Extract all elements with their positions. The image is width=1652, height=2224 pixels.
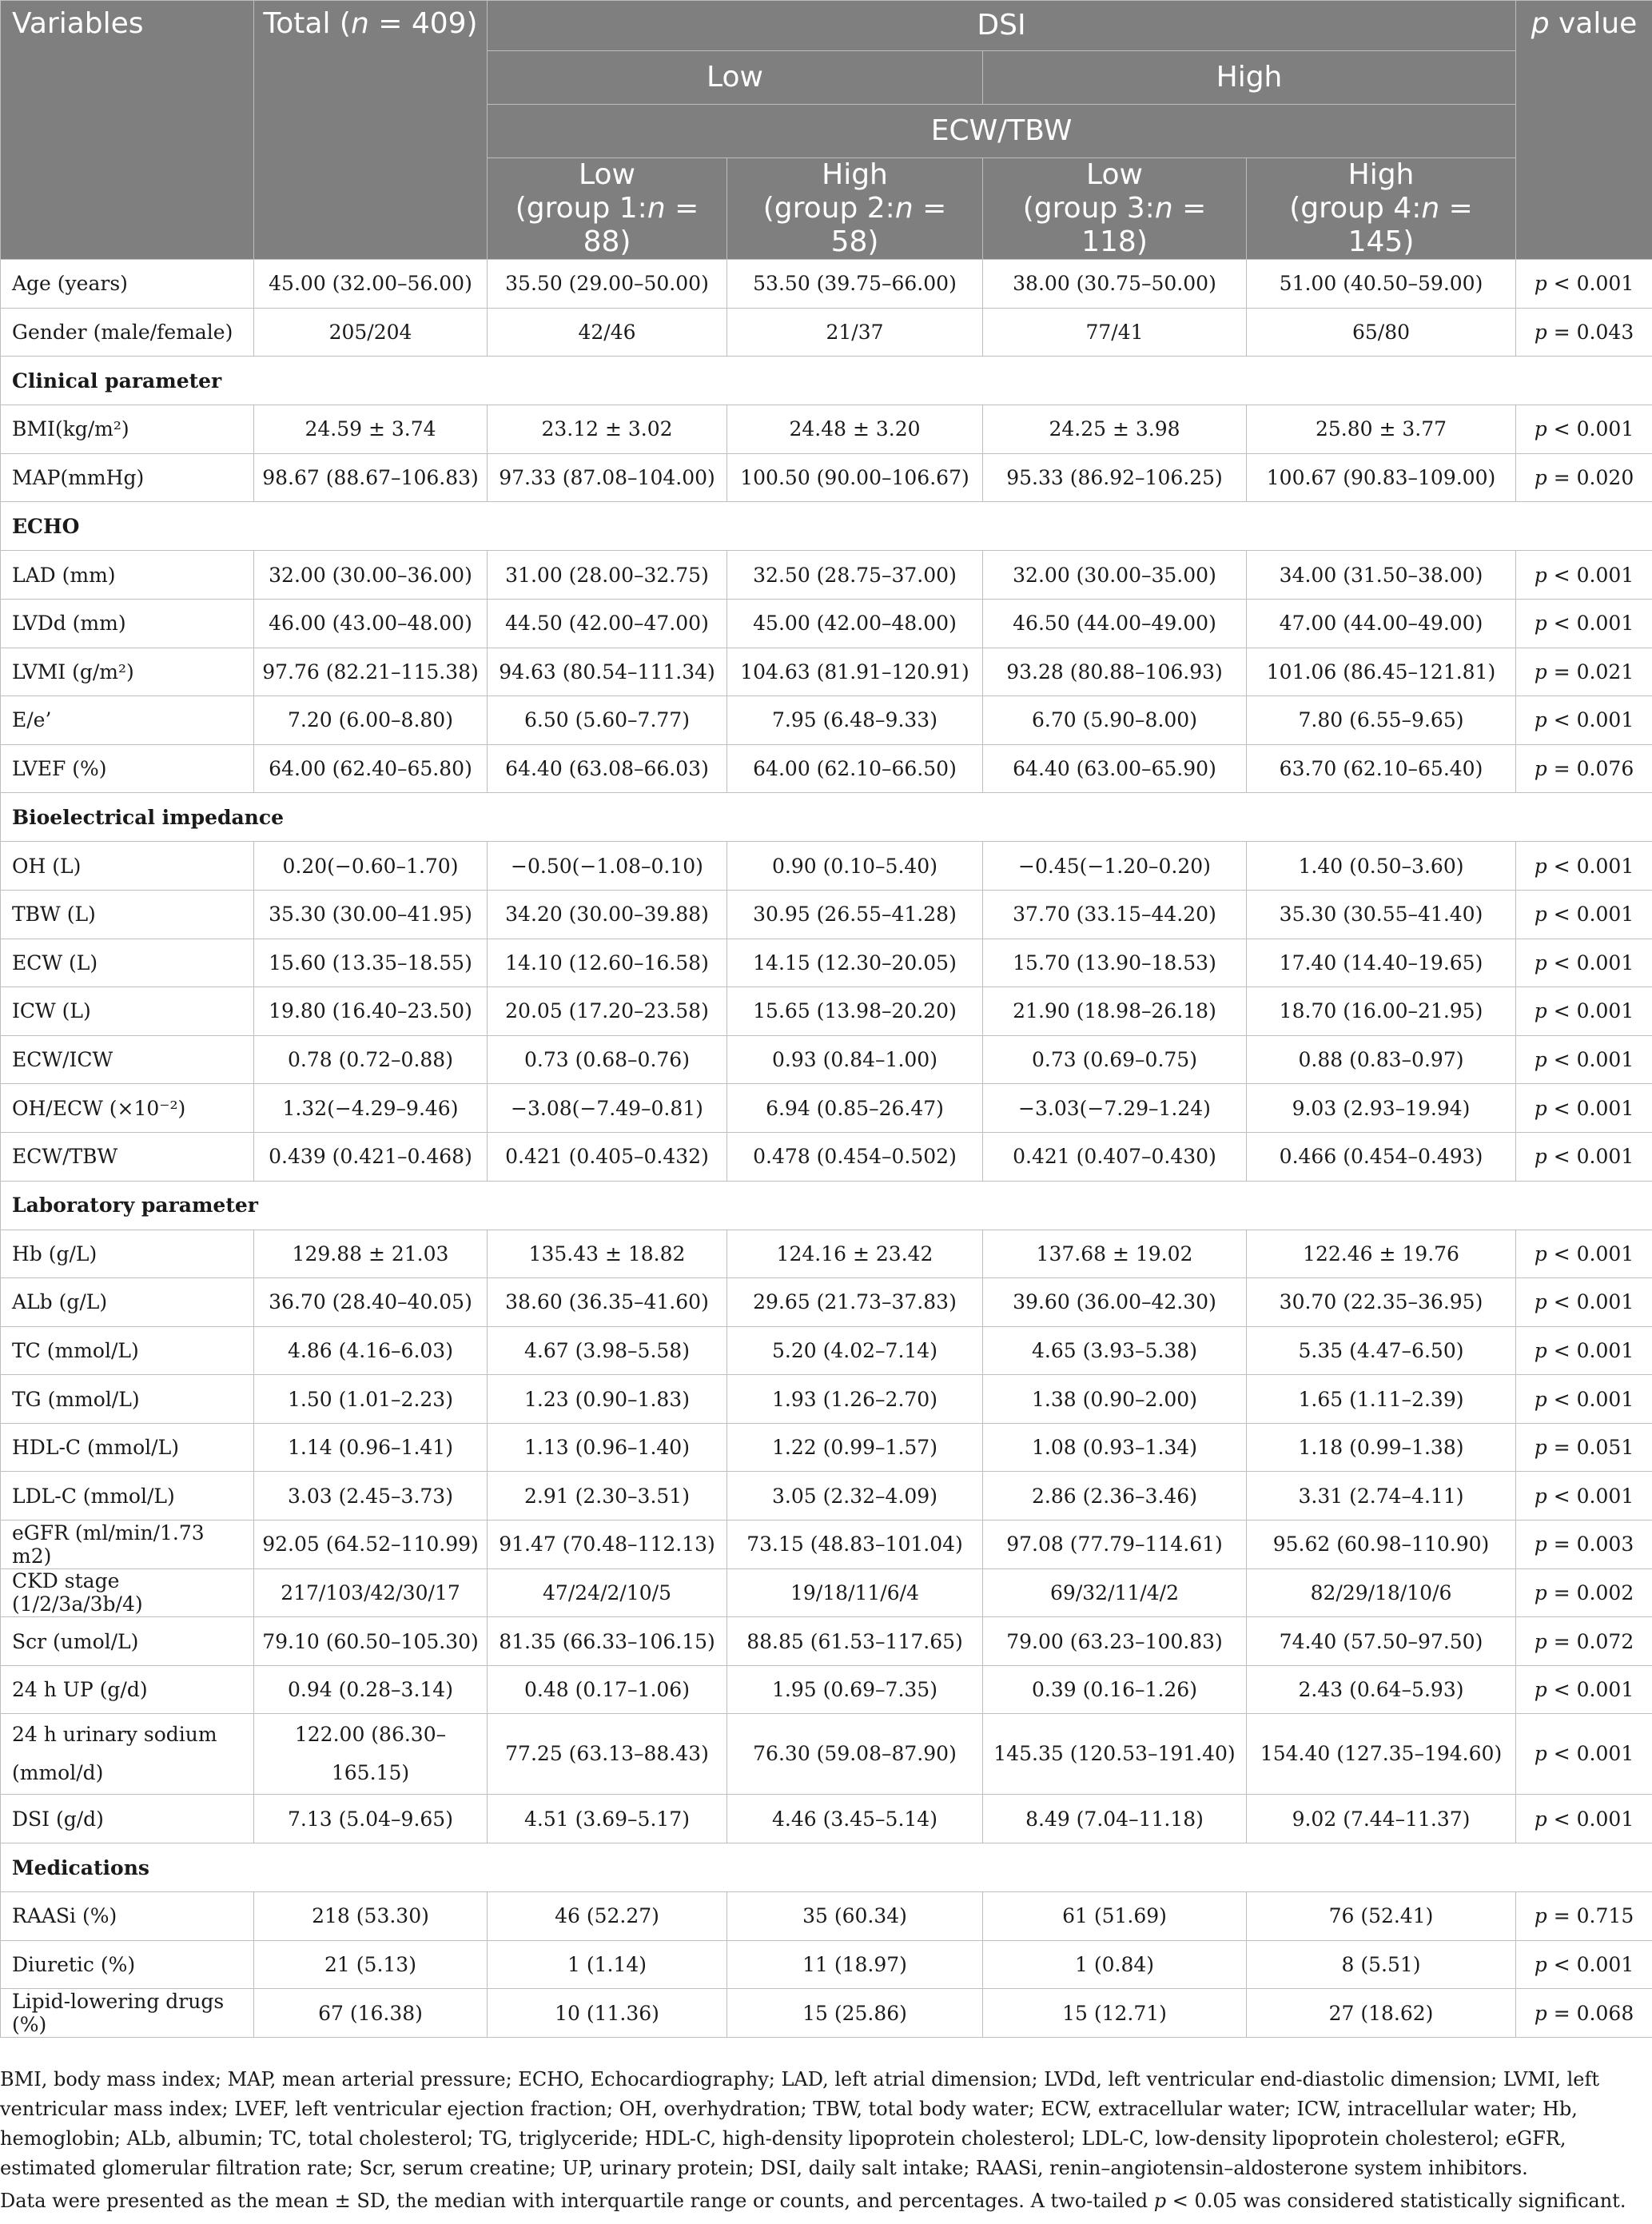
- table-cell: 88.85 (61.53–117.65): [727, 1617, 983, 1666]
- table-cell: 0.478 (0.454–0.502): [727, 1132, 983, 1181]
- row-label: eGFR (ml/min/1.73 m2): [1, 1521, 254, 1569]
- table-cell: 101.06 (86.45–121.81): [1247, 648, 1516, 696]
- table-cell: −3.08(−7.49–0.81): [488, 1084, 727, 1133]
- p-value-cell: p = 0.076: [1516, 744, 1652, 793]
- table-cell: 8 (5.51): [1247, 1940, 1516, 1989]
- section-header-row: [1, 1843, 1652, 1892]
- table-cell: 77.25 (63.13–88.43): [488, 1714, 727, 1795]
- p-value-cell: p < 0.001: [1516, 890, 1652, 939]
- table-header: [1, 1, 1652, 260]
- table-cell: 29.65 (21.73–37.83): [727, 1278, 983, 1327]
- table-cell: 14.10 (12.60–16.58): [488, 939, 727, 987]
- row-label: RAASi (%): [1, 1892, 254, 1941]
- row-label: TG (mmol/L): [1, 1375, 254, 1424]
- table-cell: 18.70 (16.00–21.95): [1247, 987, 1516, 1036]
- table-cell: 6.50 (5.60–7.77): [488, 696, 727, 745]
- table-row: [1, 1795, 1652, 1843]
- table-cell: 4.65 (3.93–5.38): [983, 1326, 1247, 1375]
- table-cell: 218 (53.30): [254, 1892, 488, 1941]
- table-row: [1, 1521, 1652, 1569]
- table-cell: 2.43 (0.64–5.93): [1247, 1665, 1516, 1714]
- row-label: Gender (male/female): [1, 308, 254, 357]
- row-label: ECW/TBW: [1, 1132, 254, 1181]
- table-cell: −0.45(−1.20–0.20): [983, 842, 1247, 891]
- table-cell: 15.70 (13.90–18.53): [983, 939, 1247, 987]
- table-cell: 23.12 ± 3.02: [488, 405, 727, 454]
- table-cell: 31.00 (28.00–32.75): [488, 551, 727, 600]
- p-value-cell: p < 0.001: [1516, 1132, 1652, 1181]
- table-cell: 42/46: [488, 308, 727, 357]
- table-cell: 0.48 (0.17–1.06): [488, 1665, 727, 1714]
- table-row: [1, 1132, 1652, 1181]
- table-cell: 79.00 (63.23–100.83): [983, 1617, 1247, 1666]
- table-cell: 19.80 (16.40–23.50): [254, 987, 488, 1036]
- table-cell: 0.88 (0.83–0.97): [1247, 1035, 1516, 1084]
- p-value-cell: p = 0.020: [1516, 453, 1652, 502]
- p-value-cell: p < 0.001: [1516, 1795, 1652, 1843]
- table-row: [1, 1423, 1652, 1472]
- table-cell: 32.00 (30.00–35.00): [983, 551, 1247, 600]
- p-value-cell: p < 0.001: [1516, 1375, 1652, 1424]
- row-label: ALb (g/L): [1, 1278, 254, 1327]
- table-cell: 14.15 (12.30–20.05): [727, 939, 983, 987]
- table-row: [1, 1472, 1652, 1521]
- table-cell: 46 (52.27): [488, 1892, 727, 1941]
- row-label: 24 h urinary sodium (mmol/d): [1, 1714, 254, 1795]
- table-row: [1, 890, 1652, 939]
- p-value-cell: p = 0.715: [1516, 1892, 1652, 1941]
- table-cell: 47.00 (44.00–49.00): [1247, 599, 1516, 648]
- table-cell: 65/80: [1247, 308, 1516, 357]
- table-row: [1, 939, 1652, 987]
- table-cell: 1 (0.84): [983, 1940, 1247, 1989]
- table-row: [1, 842, 1652, 891]
- table-cell: 34.00 (31.50–38.00): [1247, 551, 1516, 600]
- p-value-cell: p < 0.001: [1516, 1278, 1652, 1327]
- header-group-2: High (group 2:n = 58): [727, 158, 983, 260]
- table-cell: 9.02 (7.44–11.37): [1247, 1795, 1516, 1843]
- footnote-abbreviations: BMI, body mass index; MAP, mean arterial pressure; ECHO, Echocardiography; LAD, left atrial dimension; LVDd, left ventricular end-diastolic dimension; LVMI, left ventricular mass index; LVEF, left ventricular ejection fraction; OH, overhydration; TBW, total body water; ECW, extracellular water; ICW, intracellular water; Hb, hemoglobin; ALb, albumin; TC, total cholesterol; TG, triglyceride; HDL-C, high-density lipoprotein cholesterol; LDL-C, low-density lipoprotein cholesterol; eGFR, estimated glomerular filtration rate; Scr, serum creatine; UP, urinary protein; DSI, daily salt intake; RAASi, renin–angiotensin–aldosterone system inhibitors.: [0, 2068, 1600, 2179]
- table-cell: 73.15 (48.83–101.04): [727, 1521, 983, 1569]
- table-cell: 30.95 (26.55–41.28): [727, 890, 983, 939]
- table-cell: 0.94 (0.28–3.14): [254, 1665, 488, 1714]
- table-row: [1, 1326, 1652, 1375]
- table-row: [1, 1665, 1652, 1714]
- p-value-cell: p < 0.001: [1516, 696, 1652, 745]
- section-label: Bioelectrical impedance: [1, 793, 1652, 842]
- header-variables: Variables: [1, 1, 254, 260]
- table-cell: 64.40 (63.00–65.90): [983, 744, 1247, 793]
- table-cell: 122.46 ± 19.76: [1247, 1230, 1516, 1278]
- table-row: [1, 599, 1652, 648]
- header-group-3: Low (group 3:n = 118): [983, 158, 1247, 260]
- p-value-cell: p < 0.001: [1516, 1326, 1652, 1375]
- section-header-row: [1, 1181, 1652, 1230]
- table-cell: 122.00 (86.30–165.15): [254, 1714, 488, 1795]
- table-cell: 1.13 (0.96–1.40): [488, 1423, 727, 1472]
- table-cell: 10 (11.36): [488, 1989, 727, 2038]
- header-total: Total (n = 409): [254, 1, 488, 260]
- table-cell: 1.38 (0.90–2.00): [983, 1375, 1247, 1424]
- table-cell: 27 (18.62): [1247, 1989, 1516, 2038]
- table-cell: 0.73 (0.68–0.76): [488, 1035, 727, 1084]
- table-body: [1, 260, 1652, 2038]
- table-cell: 97.33 (87.08–104.00): [488, 453, 727, 502]
- table-cell: 97.08 (77.79–114.61): [983, 1521, 1247, 1569]
- section-label: ECHO: [1, 502, 1652, 551]
- table-row: [1, 744, 1652, 793]
- p-value-cell: p < 0.001: [1516, 551, 1652, 600]
- table-cell: 135.43 ± 18.82: [488, 1230, 727, 1278]
- table-row: [1, 1568, 1652, 1617]
- row-label: Diuretic (%): [1, 1940, 254, 1989]
- table-cell: 0.90 (0.10–5.40): [727, 842, 983, 891]
- table-cell: 0.78 (0.72–0.88): [254, 1035, 488, 1084]
- row-label: E/e’: [1, 696, 254, 745]
- row-label: HDL-C (mmol/L): [1, 1423, 254, 1472]
- table-row: [1, 1375, 1652, 1424]
- table-cell: 137.68 ± 19.02: [983, 1230, 1247, 1278]
- row-label: TBW (L): [1, 890, 254, 939]
- table-cell: 64.00 (62.40–65.80): [254, 744, 488, 793]
- table-cell: 30.70 (22.35–36.95): [1247, 1278, 1516, 1327]
- table-cell: 79.10 (60.50–105.30): [254, 1617, 488, 1666]
- table-cell: 6.94 (0.85–26.47): [727, 1084, 983, 1133]
- table-cell: 92.05 (64.52–110.99): [254, 1521, 488, 1569]
- header-ecw-tbw: ECW/TBW: [488, 105, 1516, 158]
- table-cell: 3.31 (2.74–4.11): [1247, 1472, 1516, 1521]
- table-cell: 38.60 (36.35–41.60): [488, 1278, 727, 1327]
- table-cell: 45.00 (32.00–56.00): [254, 260, 488, 309]
- row-label: TC (mmol/L): [1, 1326, 254, 1375]
- table-cell: 15.65 (13.98–20.20): [727, 987, 983, 1036]
- table-cell: 91.47 (70.48–112.13): [488, 1521, 727, 1569]
- section-header-row: [1, 502, 1652, 551]
- header-dsi: DSI: [488, 1, 1516, 51]
- table-cell: 129.88 ± 21.03: [254, 1230, 488, 1278]
- table-cell: 95.62 (60.98–110.90): [1247, 1521, 1516, 1569]
- section-label: Laboratory parameter: [1, 1181, 1652, 1230]
- table-cell: 1.23 (0.90–1.83): [488, 1375, 727, 1424]
- table-cell: 36.70 (28.40–40.05): [254, 1278, 488, 1327]
- row-label: LAD (mm): [1, 551, 254, 600]
- p-value-cell: p = 0.003: [1516, 1521, 1652, 1569]
- row-label: Scr (umol/L): [1, 1617, 254, 1666]
- row-label: Hb (g/L): [1, 1230, 254, 1278]
- table-cell: 154.40 (127.35–194.60): [1247, 1714, 1516, 1795]
- table-cell: 44.50 (42.00–47.00): [488, 599, 727, 648]
- table-cell: 145.35 (120.53–191.40): [983, 1714, 1247, 1795]
- table-cell: 1.22 (0.99–1.57): [727, 1423, 983, 1472]
- p-value-cell: p < 0.001: [1516, 842, 1652, 891]
- table-cell: 95.33 (86.92–106.25): [983, 453, 1247, 502]
- p-value-cell: p < 0.001: [1516, 260, 1652, 309]
- table-cell: 7.80 (6.55–9.65): [1247, 696, 1516, 745]
- p-value-cell: p < 0.001: [1516, 405, 1652, 454]
- table-row: [1, 453, 1652, 502]
- table-row: [1, 1035, 1652, 1084]
- table-row: [1, 696, 1652, 745]
- table-cell: 24.48 ± 3.20: [727, 405, 983, 454]
- row-label: CKD stage (1/2/3a/3b/4): [1, 1568, 254, 1617]
- p-value-cell: p = 0.002: [1516, 1568, 1652, 1617]
- p-value-cell: p < 0.001: [1516, 1940, 1652, 1989]
- table-cell: 5.20 (4.02–7.14): [727, 1326, 983, 1375]
- table-row: [1, 1617, 1652, 1666]
- table-cell: 0.466 (0.454–0.493): [1247, 1132, 1516, 1181]
- p-value-cell: p = 0.072: [1516, 1617, 1652, 1666]
- table-cell: 21/37: [727, 308, 983, 357]
- table-cell: 38.00 (30.75–50.00): [983, 260, 1247, 309]
- row-label: OH/ECW (×10⁻²): [1, 1084, 254, 1133]
- table-cell: 24.59 ± 3.74: [254, 405, 488, 454]
- p-value-cell: p < 0.001: [1516, 1472, 1652, 1521]
- table-cell: 61 (51.69): [983, 1892, 1247, 1941]
- table-row: [1, 648, 1652, 696]
- table-cell: −0.50(−1.08–0.10): [488, 842, 727, 891]
- table-row: [1, 1714, 1652, 1795]
- table-cell: 51.00 (40.50–59.00): [1247, 260, 1516, 309]
- row-label: ECW (L): [1, 939, 254, 987]
- table-cell: 0.439 (0.421–0.468): [254, 1132, 488, 1181]
- table-cell: 25.80 ± 3.77: [1247, 405, 1516, 454]
- table-cell: 100.67 (90.83–109.00): [1247, 453, 1516, 502]
- table-cell: 64.00 (62.10–66.50): [727, 744, 983, 793]
- table-cell: 53.50 (39.75–66.00): [727, 260, 983, 309]
- table-cell: 21 (5.13): [254, 1940, 488, 1989]
- table-cell: 81.35 (66.33–106.15): [488, 1617, 727, 1666]
- table-cell: 6.70 (5.90–8.00): [983, 696, 1247, 745]
- p-value-cell: p < 0.001: [1516, 987, 1652, 1036]
- section-header-row: [1, 357, 1652, 405]
- table-cell: 1.65 (1.11–2.39): [1247, 1375, 1516, 1424]
- table-row: [1, 1230, 1652, 1278]
- p-value-cell: p = 0.021: [1516, 648, 1652, 696]
- section-header-row: [1, 793, 1652, 842]
- table-cell: 74.40 (57.50–97.50): [1247, 1617, 1516, 1666]
- table-row: [1, 987, 1652, 1036]
- table-cell: 98.67 (88.67–106.83): [254, 453, 488, 502]
- table-cell: 0.421 (0.407–0.430): [983, 1132, 1247, 1181]
- table-cell: 1.32(−4.29–9.46): [254, 1084, 488, 1133]
- table-cell: 104.63 (81.91–120.91): [727, 648, 983, 696]
- table-cell: 1.14 (0.96–1.41): [254, 1423, 488, 1472]
- table-cell: 0.93 (0.84–1.00): [727, 1035, 983, 1084]
- table-cell: 64.40 (63.08–66.03): [488, 744, 727, 793]
- row-label: MAP(mmHg): [1, 453, 254, 502]
- row-label: DSI (g/d): [1, 1795, 254, 1843]
- table-cell: 9.03 (2.93–19.94): [1247, 1084, 1516, 1133]
- table-cell: 17.40 (14.40–19.65): [1247, 939, 1516, 987]
- table-cell: 24.25 ± 3.98: [983, 405, 1247, 454]
- table-cell: 3.05 (2.32–4.09): [727, 1472, 983, 1521]
- table-cell: 4.67 (3.98–5.58): [488, 1326, 727, 1375]
- table-cell: 93.28 (80.88–106.93): [983, 648, 1247, 696]
- table-cell: 20.05 (17.20–23.58): [488, 987, 727, 1036]
- table-cell: 205/204: [254, 308, 488, 357]
- table-cell: 34.20 (30.00–39.88): [488, 890, 727, 939]
- header-group-1: Low (group 1:n = 88): [488, 158, 727, 260]
- table-row: [1, 405, 1652, 454]
- p-value-cell: p < 0.001: [1516, 1035, 1652, 1084]
- table-cell: 1.18 (0.99–1.38): [1247, 1423, 1516, 1472]
- table-cell: 67 (16.38): [254, 1989, 488, 2038]
- header-group-4: High (group 4:n = 145): [1247, 158, 1516, 260]
- table-cell: 0.421 (0.405–0.432): [488, 1132, 727, 1181]
- table-row: [1, 1084, 1652, 1133]
- table-cell: 46.00 (43.00–48.00): [254, 599, 488, 648]
- table-cell: 97.76 (82.21–115.38): [254, 648, 488, 696]
- table-cell: 19/18/11/6/4: [727, 1568, 983, 1617]
- table-cell: 5.35 (4.47–6.50): [1247, 1326, 1516, 1375]
- table-cell: 39.60 (36.00–42.30): [983, 1278, 1247, 1327]
- section-label: Clinical parameter: [1, 357, 1652, 405]
- table-cell: 7.95 (6.48–9.33): [727, 696, 983, 745]
- table-cell: 35.30 (30.00–41.95): [254, 890, 488, 939]
- table-cell: 46.50 (44.00–49.00): [983, 599, 1247, 648]
- p-value-cell: p < 0.001: [1516, 1714, 1652, 1795]
- table-footnote: [0, 2065, 1638, 2216]
- table-cell: 63.70 (62.10–65.40): [1247, 744, 1516, 793]
- section-label: Medications: [1, 1843, 1652, 1892]
- row-label: Lipid-lowering drugs (%): [1, 1989, 254, 2038]
- row-label: LVMI (g/m²): [1, 648, 254, 696]
- table-cell: 35 (60.34): [727, 1892, 983, 1941]
- table-cell: 217/103/42/30/17: [254, 1568, 488, 1617]
- table-cell: 1 (1.14): [488, 1940, 727, 1989]
- table-cell: 15 (25.86): [727, 1989, 983, 2038]
- table-cell: 76.30 (59.08–87.90): [727, 1714, 983, 1795]
- table-cell: 69/32/11/4/2: [983, 1568, 1247, 1617]
- table-row: [1, 1892, 1652, 1941]
- p-value-cell: p < 0.001: [1516, 1665, 1652, 1714]
- table-cell: −3.03(−7.29–1.24): [983, 1084, 1247, 1133]
- table-cell: 1.93 (1.26–2.70): [727, 1375, 983, 1424]
- table-row: [1, 260, 1652, 309]
- table-cell: 8.49 (7.04–11.18): [983, 1795, 1247, 1843]
- table-cell: 4.46 (3.45–5.14): [727, 1795, 983, 1843]
- header-p-value: p value: [1516, 1, 1652, 260]
- table-row: [1, 1278, 1652, 1327]
- table-row: [1, 1940, 1652, 1989]
- table-cell: 1.08 (0.93–1.34): [983, 1423, 1247, 1472]
- table-cell: 21.90 (18.98–26.18): [983, 987, 1247, 1036]
- p-value-cell: p < 0.001: [1516, 599, 1652, 648]
- p-value-cell: p < 0.001: [1516, 1084, 1652, 1133]
- row-label: 24 h UP (g/d): [1, 1665, 254, 1714]
- table-cell: 1.40 (0.50–3.60): [1247, 842, 1516, 891]
- table-cell: 47/24/2/10/5: [488, 1568, 727, 1617]
- p-value-cell: p = 0.043: [1516, 308, 1652, 357]
- row-label: ECW/ICW: [1, 1035, 254, 1084]
- row-label: ICW (L): [1, 987, 254, 1036]
- table-cell: 94.63 (80.54–111.34): [488, 648, 727, 696]
- table-cell: 37.70 (33.15–44.20): [983, 890, 1247, 939]
- table-cell: 0.73 (0.69–0.75): [983, 1035, 1247, 1084]
- table-cell: 100.50 (90.00–106.67): [727, 453, 983, 502]
- table-cell: 35.30 (30.55–41.40): [1247, 890, 1516, 939]
- table-cell: 0.39 (0.16–1.26): [983, 1665, 1247, 1714]
- table-cell: 1.95 (0.69–7.35): [727, 1665, 983, 1714]
- p-value-cell: p < 0.001: [1516, 1230, 1652, 1278]
- table-cell: 7.20 (6.00–8.80): [254, 696, 488, 745]
- table-cell: 32.50 (28.75–37.00): [727, 551, 983, 600]
- row-label: LVDd (mm): [1, 599, 254, 648]
- row-label: LVEF (%): [1, 744, 254, 793]
- table-cell: 15 (12.71): [983, 1989, 1247, 2038]
- p-value-cell: p = 0.068: [1516, 1989, 1652, 2038]
- row-label: BMI(kg/m²): [1, 405, 254, 454]
- table-cell: 2.91 (2.30–3.51): [488, 1472, 727, 1521]
- table-cell: 82/29/18/10/6: [1247, 1568, 1516, 1617]
- table-cell: 35.50 (29.00–50.00): [488, 260, 727, 309]
- table-cell: 124.16 ± 23.42: [727, 1230, 983, 1278]
- table-row: [1, 1989, 1652, 2038]
- row-label: LDL-C (mmol/L): [1, 1472, 254, 1521]
- p-value-cell: p < 0.001: [1516, 939, 1652, 987]
- table-cell: 11 (18.97): [727, 1940, 983, 1989]
- table-cell: 3.03 (2.45–3.73): [254, 1472, 488, 1521]
- table-cell: 15.60 (13.35–18.55): [254, 939, 488, 987]
- table-row: [1, 551, 1652, 600]
- table-cell: 1.50 (1.01–2.23): [254, 1375, 488, 1424]
- table-cell: 76 (52.41): [1247, 1892, 1516, 1941]
- footnote-statistics-note: Data were presented as the mean ± SD, the median with interquartile range or counts, and percentages. A two-tailed p < 0.05 was considered statistically significant.: [0, 2190, 1626, 2212]
- table-cell: 0.20(−0.60–1.70): [254, 842, 488, 891]
- table-cell: 4.51 (3.69–5.17): [488, 1795, 727, 1843]
- header-dsi-low: Low: [488, 51, 983, 105]
- table-cell: 2.86 (2.36–3.46): [983, 1472, 1247, 1521]
- table-cell: 45.00 (42.00–48.00): [727, 599, 983, 648]
- table-row: [1, 308, 1652, 357]
- table-cell: 32.00 (30.00–36.00): [254, 551, 488, 600]
- row-label: Age (years): [1, 260, 254, 309]
- header-dsi-high: High: [983, 51, 1516, 105]
- p-value-cell: p = 0.051: [1516, 1423, 1652, 1472]
- row-label: OH (L): [1, 842, 254, 891]
- table-cell: 7.13 (5.04–9.65): [254, 1795, 488, 1843]
- table-cell: 4.86 (4.16–6.03): [254, 1326, 488, 1375]
- table-cell: 77/41: [983, 308, 1247, 357]
